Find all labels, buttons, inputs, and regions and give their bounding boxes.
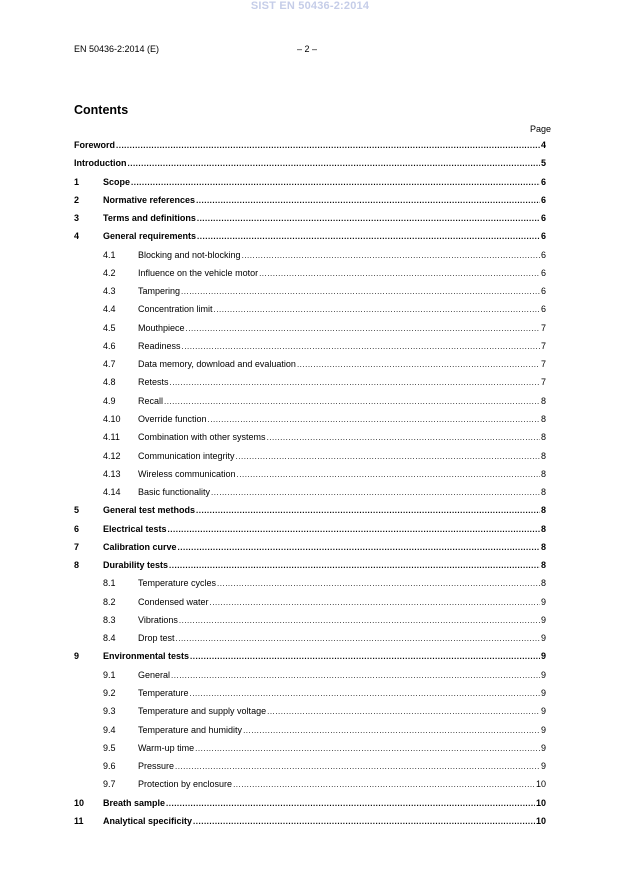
toc-entry-line: [138, 373, 546, 391]
dot-leader: [181, 283, 540, 301]
dot-leader: [233, 776, 535, 794]
dot-leader: [175, 758, 540, 776]
toc-entry-page: 8: [540, 468, 546, 479]
toc-entry[interactable]: [74, 647, 546, 665]
toc-entry[interactable]: [74, 282, 546, 300]
toc-entry-line: [138, 392, 546, 410]
toc-entry-title: Foreword: [74, 140, 116, 150]
toc-entry-title: Temperature and humidity: [138, 724, 243, 735]
dot-leader: [131, 174, 540, 192]
toc-entry[interactable]: [74, 355, 546, 373]
dot-leader: [196, 192, 540, 210]
toc-entry-page: 8: [540, 523, 546, 534]
toc-entry-title: Terms and definitions: [103, 213, 196, 224]
toc-entry-number: 4.14: [103, 487, 121, 498]
toc-entry-number: 4: [74, 231, 80, 242]
toc-entry-line: [138, 428, 546, 446]
dot-leader: [116, 137, 540, 155]
toc-entry-line: [103, 794, 546, 812]
toc-entry-number: 5: [74, 505, 80, 516]
toc-entry-page: 9: [540, 614, 546, 625]
dot-leader: [164, 393, 540, 411]
toc-entry-number: 8: [74, 560, 80, 571]
toc-entry-line: [138, 739, 546, 757]
toc-entry-number: 4.13: [103, 468, 121, 479]
toc-entry-title: Influence on the vehicle motor: [138, 267, 259, 278]
toc-entry-title: Override function: [138, 413, 207, 424]
toc-entry-line: [138, 483, 546, 501]
toc-entry-line: [138, 666, 546, 684]
dot-leader: [168, 521, 540, 539]
toc-entry-line: [103, 556, 546, 574]
toc-entry[interactable]: [74, 684, 546, 702]
toc-entry[interactable]: [74, 794, 546, 812]
toc-entry-title: Temperature cycles: [138, 578, 217, 589]
toc-entry-title: Temperature and supply voltage: [138, 706, 267, 717]
toc-entry-number: 4.5: [103, 322, 116, 333]
toc-entry-title: Breath sample: [103, 797, 166, 808]
toc-entry-title: Vibrations: [138, 614, 178, 625]
toc-entry[interactable]: [74, 757, 546, 775]
toc-entry-page: 6: [540, 213, 546, 224]
toc-entry-number: 4.8: [103, 377, 116, 388]
toc-entry-line: [103, 191, 546, 209]
toc-entry-page: 6: [540, 249, 546, 260]
dot-leader: [217, 575, 540, 593]
toc-entry[interactable]: [74, 483, 546, 501]
dot-leader: [186, 320, 540, 338]
toc-entry-line: [103, 227, 546, 245]
toc-entry-title: Electrical tests: [103, 523, 167, 534]
toc-entry-number: 9.1: [103, 669, 116, 680]
toc-entry-title: Condensed water: [138, 596, 209, 607]
toc-entry[interactable]: [74, 410, 546, 428]
toc-entry-line: [138, 410, 546, 428]
toc-entry-title: Protection by enclosure: [138, 779, 233, 790]
toc-entry-number: 9.2: [103, 687, 116, 698]
toc-entry-title: Introduction: [74, 158, 127, 169]
toc-entry-line: [138, 246, 546, 264]
toc-entry-title: Mouthpiece: [138, 322, 185, 333]
toc-entry[interactable]: [74, 300, 546, 318]
toc-entry-page: 9: [540, 687, 546, 698]
toc-entry[interactable]: [74, 629, 546, 647]
dot-leader: [179, 612, 540, 630]
toc-entry-page: 8: [540, 578, 546, 589]
toc-entry-line: [138, 264, 546, 282]
toc-entry-title: Basic functionality: [138, 487, 211, 498]
dot-leader: [237, 466, 540, 484]
toc-entry-page: 10: [535, 797, 546, 808]
toc-entry[interactable]: [74, 812, 546, 830]
toc-entry-title: Analytical specificity: [103, 815, 193, 826]
toc-entry[interactable]: [74, 227, 546, 245]
toc-entry[interactable]: [74, 136, 546, 154]
dot-leader: [169, 557, 540, 575]
toc-entry-title: Drop test: [138, 633, 175, 644]
toc-entry-number: 1: [74, 176, 80, 187]
toc-entry-line: [138, 775, 546, 793]
toc-entry-title: Blocking and not-blocking: [138, 249, 241, 260]
dot-leader: [190, 648, 540, 666]
toc-entry-number: 3: [74, 213, 80, 224]
toc-entry-number: 8.4: [103, 633, 116, 644]
dot-leader: [267, 429, 540, 447]
dot-leader: [128, 155, 540, 173]
toc-entry[interactable]: [74, 447, 546, 465]
dot-leader: [190, 685, 540, 703]
toc-entry[interactable]: [74, 520, 546, 538]
toc-entry[interactable]: [74, 246, 546, 264]
table-of-contents: [74, 136, 546, 830]
toc-entry-title: Pressure: [138, 761, 175, 772]
toc-entry-page: 6: [540, 176, 546, 187]
toc-entry-line: [138, 684, 546, 702]
dot-leader: [210, 594, 540, 612]
page-column-label: Page: [529, 124, 551, 134]
toc-entry-line: [138, 611, 546, 629]
dot-leader: [196, 502, 540, 520]
dot-leader: [214, 301, 540, 319]
toc-entry-line: [103, 812, 546, 830]
toc-entry[interactable]: [74, 373, 546, 391]
dot-leader: [193, 813, 535, 831]
toc-entry-line: [138, 574, 546, 592]
toc-entry-line: [138, 447, 546, 465]
toc-entry-number: 7: [74, 541, 80, 552]
toc-entry-number: 4.6: [103, 340, 116, 351]
toc-entry-page: 6: [540, 194, 546, 205]
toc-entry-number: 4.2: [103, 267, 116, 278]
dot-leader: [171, 667, 540, 685]
toc-entry-page: 8: [540, 432, 546, 443]
toc-entry-number: 8.2: [103, 596, 116, 607]
dot-leader: [236, 448, 540, 466]
toc-entry-number: 9.7: [103, 779, 116, 790]
toc-entry-line: [103, 520, 546, 538]
dot-leader: [243, 722, 540, 740]
toc-entry-number: 4.9: [103, 395, 116, 406]
toc-entry-title: Readiness: [138, 340, 181, 351]
toc-entry-page: 8: [540, 395, 546, 406]
toc-entry-number: 9.5: [103, 742, 116, 753]
toc-entry-page: 10: [535, 779, 546, 790]
toc-entry-title: Calibration curve: [103, 541, 177, 552]
toc-entry-page: 9: [540, 706, 546, 717]
toc-entry-title: Data memory, download and evaluation: [138, 359, 296, 370]
toc-entry-number: 4.12: [103, 450, 121, 461]
toc-entry-title: Combination with other systems: [138, 432, 266, 443]
toc-entry-title: Recall: [138, 395, 164, 406]
dot-leader: [211, 484, 540, 502]
toc-entry-line: [103, 647, 546, 665]
toc-entry-number: 4.3: [103, 286, 116, 297]
toc-entry-number: 4.7: [103, 359, 116, 370]
toc-entry[interactable]: [74, 593, 546, 611]
dot-leader: [166, 795, 535, 813]
toc-entry-page: 8: [540, 413, 546, 424]
toc-entry-page: 9: [540, 761, 546, 772]
toc-entry-page: 8: [540, 450, 546, 461]
toc-entry-line: [138, 319, 546, 337]
toc-entry-line: [138, 465, 546, 483]
toc-entry-page: 9: [540, 742, 546, 753]
toc-entry-title: Retests: [138, 377, 169, 388]
toc-entry-line: [103, 209, 546, 227]
toc-entry-page: 8: [540, 541, 546, 552]
toc-entry-number: 6: [74, 523, 80, 534]
dot-leader: [195, 740, 540, 758]
toc-entry-page: 4: [540, 140, 546, 150]
contents-title: Contents: [74, 103, 129, 117]
toc-entry[interactable]: [74, 465, 546, 483]
toc-entry-line: [138, 300, 546, 318]
toc-entry-number: 9.6: [103, 761, 116, 772]
toc-entry[interactable]: [74, 209, 546, 227]
toc-entry[interactable]: [74, 428, 546, 446]
toc-entry-title: General: [138, 669, 171, 680]
toc-entry[interactable]: [74, 337, 546, 355]
document-id: EN 50436-2:2014 (E): [74, 44, 160, 54]
toc-entry-number: 10: [74, 797, 85, 808]
dot-leader: [182, 338, 540, 356]
toc-entry-number: 4.10: [103, 413, 121, 424]
toc-entry-page: 9: [540, 633, 546, 644]
toc-entry-number: 9.4: [103, 724, 116, 735]
toc-entry[interactable]: [74, 574, 546, 592]
toc-entry-line: [138, 629, 546, 647]
toc-entry-line: [138, 282, 546, 300]
dot-leader: [197, 228, 540, 246]
toc-entry-line: [103, 173, 546, 191]
dot-leader: [176, 630, 540, 648]
toc-entry-title: Scope: [103, 176, 131, 187]
toc-entry-title: Tampering: [138, 286, 181, 297]
toc-entry-page: 6: [540, 304, 546, 315]
toc-entry[interactable]: [74, 739, 546, 757]
toc-entry-line: [103, 501, 546, 519]
watermark-text: SIST EN 50436-2:2014: [250, 0, 370, 12]
dot-leader: [242, 247, 540, 265]
page-number: – 2 –: [297, 44, 318, 54]
toc-entry-title: Warm-up time: [138, 742, 195, 753]
toc-entry-line: [138, 757, 546, 775]
toc-entry-number: 4.4: [103, 304, 116, 315]
toc-entry[interactable]: [74, 191, 546, 209]
toc-entry-number: 4.1: [103, 249, 116, 260]
toc-entry-page: 7: [540, 340, 546, 351]
toc-entry-title: Environmental tests: [103, 651, 190, 662]
toc-entry[interactable]: [74, 173, 546, 191]
toc-entry-title: Temperature: [138, 687, 189, 698]
toc-entry[interactable]: [74, 264, 546, 282]
toc-entry[interactable]: [74, 611, 546, 629]
toc-entry-line: [138, 355, 546, 373]
toc-entry-line: [138, 593, 546, 611]
toc-entry[interactable]: [74, 154, 546, 172]
toc-entry-number: 11: [74, 815, 84, 826]
toc-entry-page: 8: [540, 560, 546, 571]
toc-entry-line: [74, 136, 546, 154]
toc-entry-line: [138, 702, 546, 720]
toc-entry-number: 9: [74, 651, 80, 662]
dot-leader: [259, 265, 540, 283]
toc-entry[interactable]: [74, 538, 546, 556]
dot-leader: [178, 539, 540, 557]
toc-entry[interactable]: [74, 556, 546, 574]
toc-entry-page: 6: [540, 231, 546, 242]
toc-entry[interactable]: [74, 666, 546, 684]
dot-leader: [170, 374, 540, 392]
toc-entry-title: Durability tests: [103, 560, 169, 571]
toc-entry-page: 6: [540, 267, 546, 278]
toc-entry-page: 8: [540, 505, 546, 516]
toc-entry-number: 2: [74, 194, 80, 205]
dot-leader: [267, 703, 540, 721]
toc-entry-number: 8.3: [103, 614, 116, 625]
toc-entry-number: 4.11: [103, 432, 120, 443]
toc-entry-line: [138, 721, 546, 739]
toc-entry-page: 9: [540, 724, 546, 735]
toc-entry-title: Communication integrity: [138, 450, 235, 461]
toc-entry-title: Normative references: [103, 194, 196, 205]
toc-entry[interactable]: [74, 319, 546, 337]
toc-entry[interactable]: [74, 775, 546, 793]
toc-entry-title: Wireless communication: [138, 468, 236, 479]
toc-entry-line: [74, 154, 546, 172]
toc-entry-page: 7: [540, 377, 546, 388]
toc-entry-line: [103, 538, 546, 556]
dot-leader: [208, 411, 540, 429]
toc-entry[interactable]: [74, 702, 546, 720]
toc-entry-page: 10: [535, 815, 546, 826]
toc-entry-title: General requirements: [103, 231, 197, 242]
toc-entry-page: 9: [540, 596, 546, 607]
toc-entry-page: 7: [540, 322, 546, 333]
toc-entry[interactable]: [74, 721, 546, 739]
dot-leader: [197, 210, 540, 228]
toc-entry-page: 8: [540, 487, 546, 498]
toc-entry-number: 9.3: [103, 706, 116, 717]
toc-entry[interactable]: [74, 392, 546, 410]
toc-entry[interactable]: [74, 501, 546, 519]
toc-entry-number: 8.1: [103, 578, 116, 589]
toc-entry-page: 6: [540, 286, 546, 297]
dot-leader: [297, 356, 540, 374]
toc-entry-line: [138, 337, 546, 355]
toc-entry-page: 9: [540, 669, 546, 680]
toc-entry-title: General test methods: [103, 505, 196, 516]
toc-entry-page: 5: [540, 158, 546, 169]
toc-entry-title: Concentration limit: [138, 304, 213, 315]
toc-entry-page: 9: [540, 651, 546, 662]
toc-entry-page: 7: [540, 359, 546, 370]
